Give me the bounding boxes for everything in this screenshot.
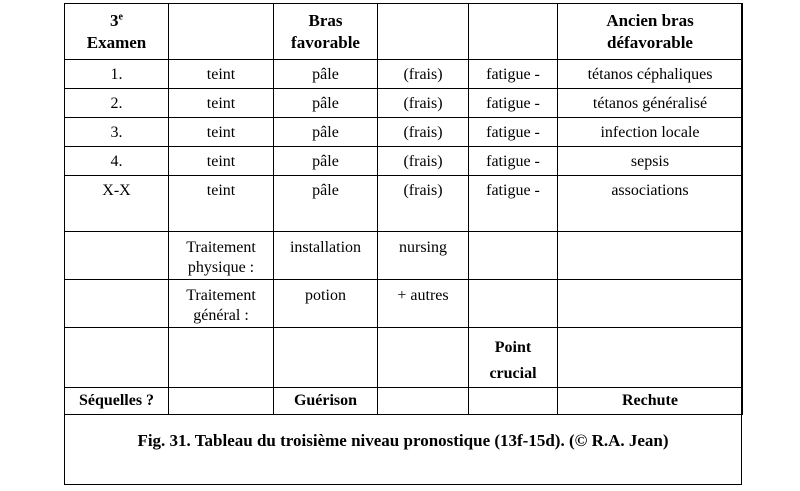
table-row: 4. teint pâle (frais) fatigue - sepsis xyxy=(65,147,743,176)
header-favorable: Bras favorable xyxy=(274,4,378,60)
crucial-point: Point crucial xyxy=(469,328,558,388)
table-row: 1. teint pâle (frais) fatigue - tétanos céphaliques xyxy=(65,60,743,89)
treatment-row: Traitement général : potion + autres xyxy=(65,280,743,328)
sequelles-cell: Séquelles ? xyxy=(65,388,169,415)
treatment-label: Traitement physique : xyxy=(169,232,274,280)
header-defavorable: Ancien bras défavorable xyxy=(558,4,743,60)
outcome-row xyxy=(65,388,743,415)
table-row: X-X teint pâle (frais) fatigue - associations xyxy=(65,176,743,232)
table-row: 3. teint pâle (frais) fatigue - infection locale xyxy=(65,118,743,147)
guerison-cell: Guérison xyxy=(274,388,378,415)
treatment-row: Traitement physique : installation nursing xyxy=(65,232,743,280)
header-row xyxy=(65,4,743,60)
header-exam: 3e Examen xyxy=(65,4,169,60)
rechute-cell: Rechute xyxy=(558,388,743,415)
crucial-row xyxy=(65,328,743,388)
treatment-label: Traitement général : xyxy=(169,280,274,328)
table-row: 2. teint pâle (frais) fatigue - tétanos généralisé xyxy=(65,89,743,118)
prognosis-table xyxy=(64,3,743,415)
figure-caption: Fig. 31. Tableau du troisième niveau pronostique (13f-15d). (© R.A. Jean) xyxy=(137,431,669,450)
